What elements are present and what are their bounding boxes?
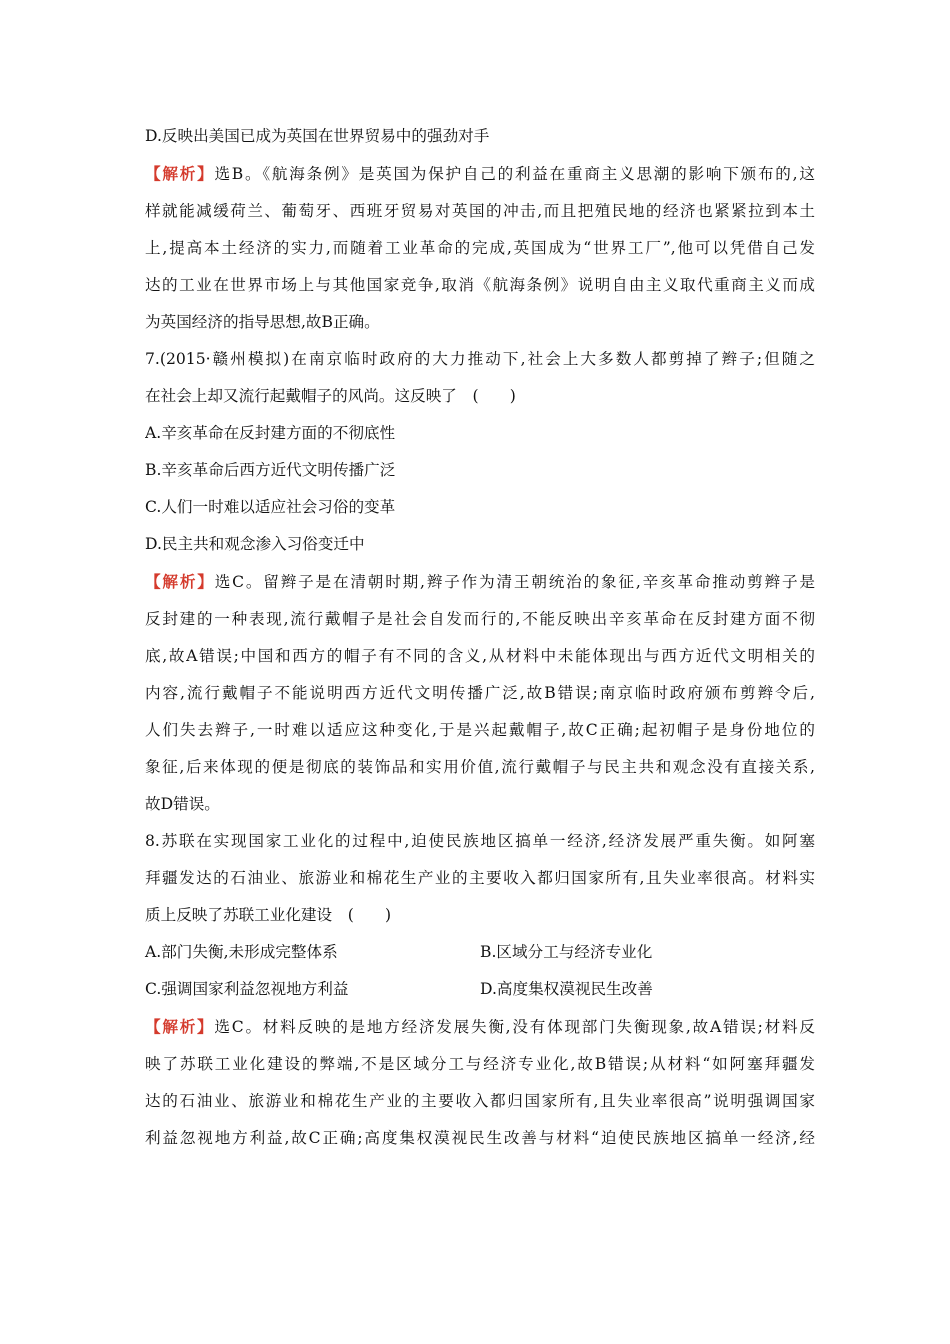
q8-option-d: D.高度集权漠视民生改善	[480, 980, 653, 998]
q7-analysis-line: 人们失去辫子,一时难以适应这种变化,于是兴起戴帽子,故C正确;起初帽子是身份地位的	[145, 721, 815, 739]
q7-analysis-line: 【解析】选C。留辫子是在清朝时期,辫子作为清王朝统治的象征,辛亥革命推动剪辫子是	[145, 572, 815, 591]
q8-stem-line: 拜疆发达的石油业、旅游业和棉花生产业的主要收入都归国家所有,且失业率很高。材料实	[145, 869, 815, 887]
q7-option-d: D.民主共和观念渗入习俗变迁中	[145, 535, 365, 553]
q6-analysis-line: 样就能减缓荷兰、葡萄牙、西班牙贸易对英国的冲击,而且把殖民地的经济也紧紧拉到本土	[145, 202, 815, 220]
q8-options-row	[145, 934, 815, 971]
q6-option-d: D.反映出美国已成为英国在世界贸易中的强劲对手	[145, 127, 490, 145]
q7-option-b: B.辛亥革命后西方近代文明传播广泛	[145, 461, 396, 479]
q8-analysis-line: 【解析】选C。材料反映的是地方经济发展失衡,没有体现部门失衡现象,故A错误;材料反	[145, 1017, 815, 1036]
q8-analysis-line: 利益忽视地方利益,故C正确;高度集权漠视民生改善与材料“迫使民族地区搞单一经济,经	[145, 1129, 815, 1147]
q6-analysis-line: 为英国经济的指导思想,故B正确。	[145, 313, 380, 331]
q6-analysis-line: 上,提高本土经济的实力,而随着工业革命的完成,英国成为“世界工厂”,他可以凭借自己发	[145, 239, 815, 257]
analysis-tag: 【解析】	[145, 572, 215, 591]
q8-stem-line: 8.苏联在实现国家工业化的过程中,迫使民族地区搞单一经济,经济发展严重失衡。如阿塞	[145, 832, 815, 850]
q8-option-a: A.部门失衡,未形成完整体系	[145, 943, 338, 961]
q6-analysis-line: 达的工业在世界市场上与其他国家竞争,取消《航海条例》说明自由主义取代重商主义而成	[145, 276, 815, 294]
q7-analysis-line: 象征,后来体现的便是彻底的装饰品和实用价值,流行戴帽子与民主共和观念没有直接关系,	[145, 758, 815, 776]
q7-analysis-line: 故D错误。	[145, 795, 220, 813]
q7-analysis-line: 内容,流行戴帽子不能说明西方近代文明传播广泛,故B错误;南京临时政府颁布剪辫令后,	[145, 684, 815, 702]
q7-option-c: C.人们一时难以适应社会习俗的变革	[145, 498, 396, 516]
q7-option-a: A.辛亥革命在反封建方面的不彻底性	[145, 424, 396, 442]
q8-option-b: B.区域分工与经济专业化	[480, 943, 653, 961]
q7-analysis-line: 底,故A错误;中国和西方的帽子有不同的含义,从材料中未能体现出与西方近代文明相关的	[145, 647, 815, 665]
q7-stem-line: 7.(2015·赣州模拟)在南京临时政府的大力推动下,社会上大多数人都剪掉了辫子;但随之	[145, 350, 815, 368]
q8-options-row	[145, 971, 815, 1008]
q8-analysis-line: 映了苏联工业化建设的弊端,不是区域分工与经济专业化,故B错误;从材料“如阿塞拜疆发	[145, 1055, 815, 1073]
document-content	[145, 118, 815, 1157]
q8-analysis-line: 达的石油业、旅游业和棉花生产业的主要收入都归国家所有,且失业率很高”说明强调国家	[145, 1092, 815, 1110]
analysis-tag: 【解析】	[145, 1017, 215, 1036]
q8-option-c: C.强调国家利益忽视地方利益	[145, 980, 349, 998]
q7-analysis-line: 反封建的一种表现,流行戴帽子是社会自发而行的,不能反映出辛亥革命在反封建方面不彻	[145, 610, 815, 628]
q8-stem-line: 质上反映了苏联工业化建设 ( )	[145, 906, 392, 924]
q6-analysis-line: 【解析】选B。《航海条例》是英国为保护自己的利益在重商主义思潮的影响下颁布的,这	[145, 164, 815, 183]
q7-stem-line: 在社会上却又流行起戴帽子的风尚。这反映了 ( )	[145, 387, 516, 405]
analysis-tag: 【解析】	[145, 164, 215, 183]
